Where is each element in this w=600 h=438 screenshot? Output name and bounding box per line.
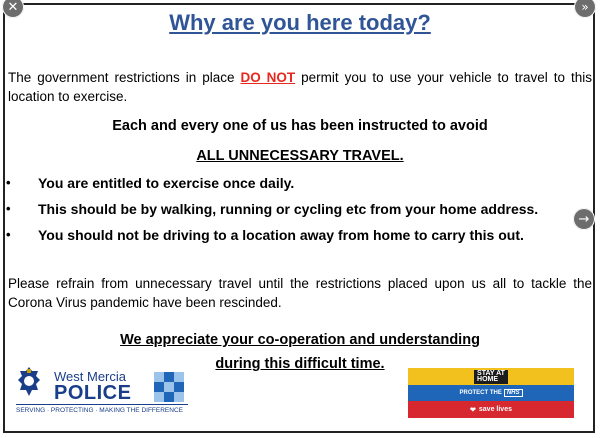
refrain-paragraph: Please refrain from unnecessary travel until the restrictions placed upon us all to tackle the Corona Virus pandemic have been rescinded. [8, 276, 592, 310]
close-icon[interactable]: ✕ [2, 0, 24, 18]
list-item: • You should not be driving to a location away from home to carry this out. [6, 226, 538, 252]
nhs-logo: NHS [504, 389, 523, 397]
save-lives-band [408, 401, 574, 418]
checker-pattern-icon [154, 372, 184, 402]
instruction-heading: Each and every one of us has been instructed to avoid [112, 118, 488, 134]
police-tagline: SERVING · PROTECTING · MAKING THE DIFFERENCE [16, 404, 188, 414]
arrow-right-icon[interactable]: → [573, 208, 595, 230]
police-word: POLICE [54, 382, 132, 404]
restriction-text-start: The government restrictions in place [8, 70, 241, 85]
list-item: • You are entitled to exercise once daily. [6, 174, 538, 200]
police-force-name: West Mercia [54, 369, 126, 384]
guidance-list [6, 174, 538, 252]
home-text: HOME [477, 375, 499, 383]
police-crest-icon [16, 366, 42, 398]
stay-at-text: STAY AT [477, 369, 505, 377]
west-mercia-police-logo [16, 366, 188, 418]
avoid-travel-heading: ALL UNNECESSARY TRAVEL. [196, 148, 404, 164]
protect-text: PROTECT THE [459, 390, 502, 396]
notice-title: Why are you here today? [169, 10, 431, 35]
appreciation-line-1: We appreciate your co-operation and understanding [120, 332, 480, 348]
stay-home-banner [408, 368, 574, 418]
list-item: • This should be by walking, running or cycling etc from your home address. [6, 200, 538, 226]
appreciation-line-2: during this difficult time. [215, 356, 385, 372]
save-lives-text: save lives [478, 406, 512, 413]
stay-home-box [474, 370, 508, 384]
double-chevron-right-icon[interactable]: » [574, 0, 596, 18]
heart-icon: ❤ [470, 406, 476, 414]
do-not-emphasis: DO NOT [240, 70, 296, 85]
restriction-text-end: permit you to use your vehicle to travel to this location to exercise. [8, 70, 592, 104]
restriction-paragraph [8, 68, 592, 106]
protect-nhs-band [408, 385, 574, 401]
stay-home-band [408, 368, 574, 385]
